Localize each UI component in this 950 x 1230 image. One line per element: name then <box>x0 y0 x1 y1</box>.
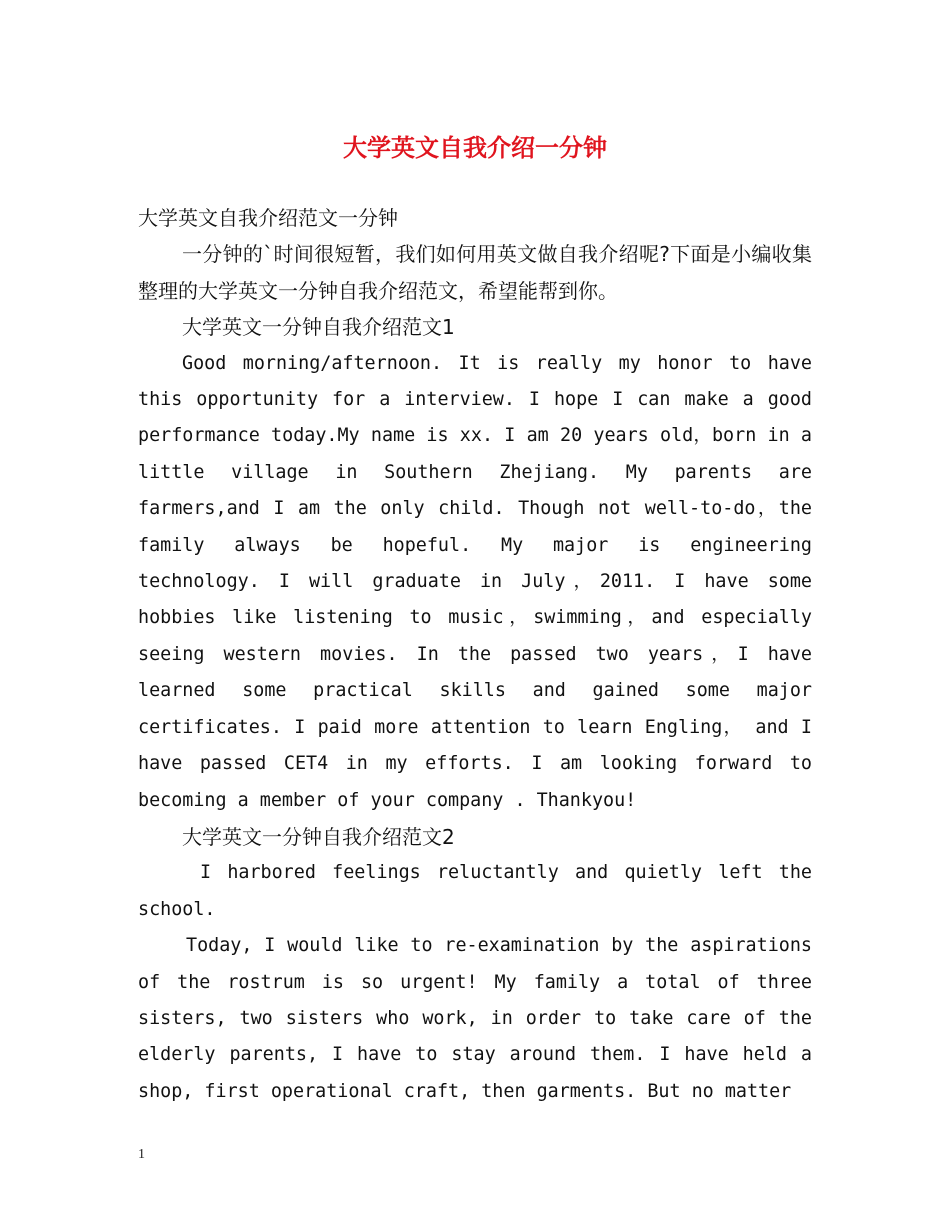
document-body <box>138 200 812 1110</box>
section-2-paragraph-2: Today, I would like to re-examination by the aspirations of the rostrum is so urgent! My family a total of three sisters, two sisters who work, in order to take care of the elderly parents, I have to stay around them. I have held a shop, first operational craft, then garments. But no matter <box>138 935 812 1102</box>
section-2-paragraph-1: I harbored feelings reluctantly and quietly left the school. <box>138 862 812 920</box>
section-1-body: Good morning/afternoon. It is really my honor to have this opportunity for a interview. I hope I can make a good performance today.My name is xx. I am 20 years old，born in a little village in Southern Zhejiang. My parents are farmers,and I am the only child. Though not well-to-do，the family always be hopeful. My major is engineering technology. I will graduate in July，2011. I have some hobbies like listening to music，swimming，and especially seeing western movies. In the passed two years，I have learned some practical skills and gained some major certificates. I paid more attention to learn Engling， and I have passed CET4 in my efforts. I am looking forward to becoming a member of your company . Thankyou! <box>138 352 812 811</box>
section-1-heading: 大学英文一分钟自我介绍范文1 <box>182 315 455 340</box>
subtitle: 大学英文自我介绍范文一分钟 <box>138 206 398 230</box>
intro-paragraph: 一分钟的`时间很短暂，我们如何用英文做自我介绍呢?下面是小编收集整理的大学英文一分钟自我介绍范文，希望能帮到你。 <box>138 242 812 303</box>
section-2-heading: 大学英文一分钟自我介绍范文2 <box>182 824 455 849</box>
document-title: 大学英文自我介绍一分钟 <box>343 134 607 162</box>
page-number: 1 <box>138 1147 145 1162</box>
